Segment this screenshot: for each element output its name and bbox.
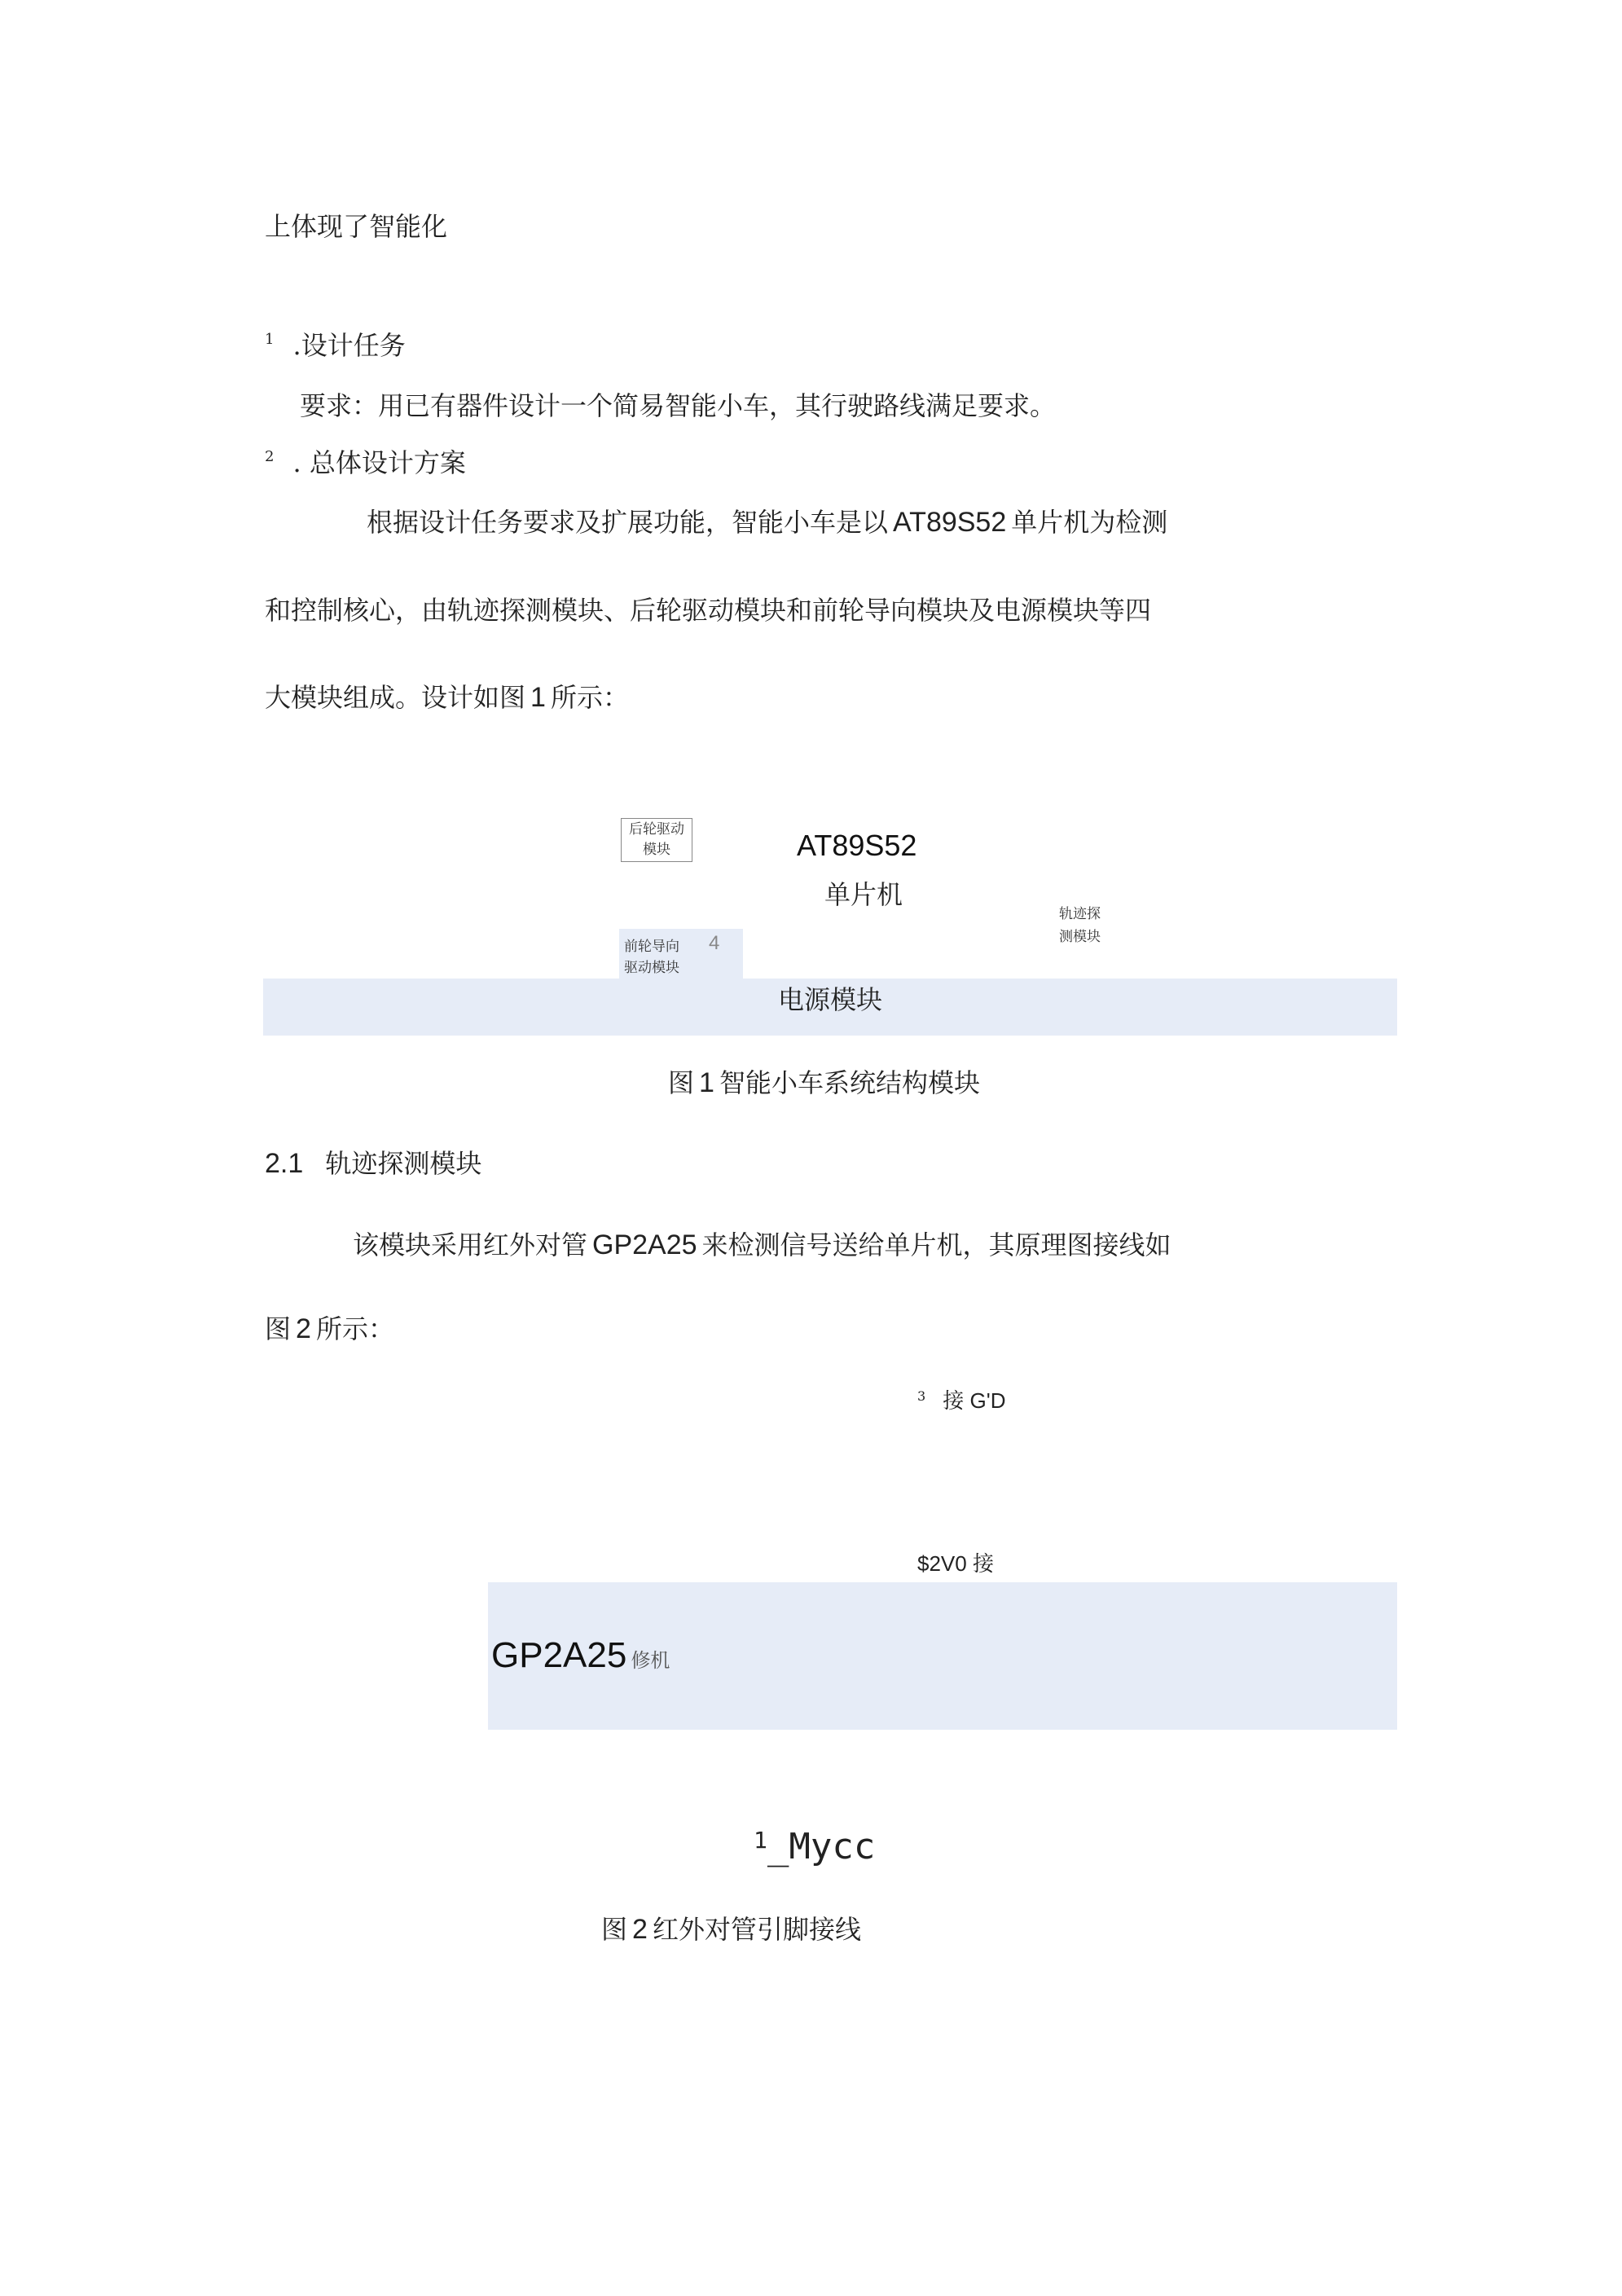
mcu-name: AT89S52 (797, 829, 917, 862)
front-steering-number: 4 (709, 932, 720, 954)
requirement-text: 要求：用已有器件设计一个简易智能小车，其行驶路线满足要求。 (300, 390, 1057, 421)
pin-1-label (754, 1826, 876, 1867)
rear-drive-label-1: 后轮驱动 (629, 821, 684, 838)
section-1-heading (265, 330, 406, 361)
section-2-1-paragraph-line-2 (265, 1315, 394, 1343)
pin-2-label: $2V0 接 (917, 1551, 994, 1576)
pin-3-number: 3 (917, 1388, 926, 1404)
section-2-1-text-a: 该模块采用红外对管 (353, 1229, 588, 1260)
front-steering-label-2: 驱动模块 (624, 960, 679, 976)
section-1-number: 1 (265, 331, 275, 348)
section-2-1-title: 轨迹探测模块 (325, 1148, 482, 1179)
paragraph-3-text-a: 大模块组成。设计如图 (265, 682, 526, 713)
figure-2-caption-a: 图 (601, 1914, 628, 1945)
figure-2-caption-number: 2 (632, 1914, 648, 1945)
paragraph-line-2: 和控制核心，由轨迹探测模块、后轮驱动模块和前轮导向模块及电源模块等四 (265, 595, 1152, 626)
pin-3-text: 接 G'D (943, 1388, 1006, 1413)
paragraph-line-3 (265, 684, 629, 711)
power-module-label: 电源模块 (778, 984, 883, 1015)
section-2-heading (265, 447, 466, 478)
track-module-label-1: 轨迹探 (1059, 906, 1101, 922)
figure-2-caption (601, 1916, 861, 1943)
section-2-1-line2-b: 所示： (315, 1313, 394, 1344)
figure-ref-number: 1 (530, 682, 546, 713)
front-steering-label-1: 前轮导向 (624, 939, 679, 955)
figure-1-caption (668, 1069, 980, 1097)
section-2-1-heading (265, 1150, 481, 1177)
figure-1-caption-b: 智能小车系统结构模块 (719, 1067, 980, 1098)
section-2-1-chip: GP2A25 (592, 1229, 697, 1260)
paragraph-1-text-a: 根据设计任务要求及扩展功能，智能小车是以 (367, 507, 889, 538)
pin-1-number: 1 (754, 1827, 767, 1854)
sensor-chip-suffix: 修机 (631, 1649, 670, 1672)
section-1-title: .设计任务 (292, 330, 406, 361)
paragraph-3-text-b: 所示： (550, 682, 629, 713)
section-2-1-number: 2.1 (265, 1148, 304, 1179)
track-module-label-2: 测模块 (1059, 929, 1101, 945)
sensor-chip-name: GP2A25 (491, 1635, 627, 1675)
section-2-1-line2-a: 图 (265, 1313, 292, 1344)
pin-3-label (917, 1390, 1005, 1411)
section-2-number: 2 (265, 448, 275, 465)
pin-1-text: _Mycc (767, 1826, 876, 1867)
rear-drive-label-2: 模块 (643, 841, 670, 858)
section-2-title: . 总体设计方案 (292, 447, 466, 478)
chip-name: AT89S52 (893, 507, 1007, 538)
section-2-1-text-b: 来检测信号送给单片机，其原理图接线如 (701, 1229, 1171, 1260)
continuation-line: 上体现了智能化 (265, 211, 448, 242)
mcu-label: 单片机 (824, 879, 903, 910)
figure-2-caption-b: 红外对管引脚接线 (652, 1914, 861, 1945)
figure-2-ref-number: 2 (296, 1313, 311, 1344)
rear-drive-module-box (621, 818, 692, 862)
section-2-1-paragraph-line-1 (353, 1231, 1171, 1259)
sensor-chip-label (491, 1635, 670, 1675)
paragraph-1-text-b: 单片机为检测 (1011, 507, 1168, 538)
figure-1-caption-a: 图 (668, 1067, 695, 1098)
figure-1-caption-number: 1 (699, 1067, 714, 1098)
paragraph-line-1 (367, 508, 1167, 536)
